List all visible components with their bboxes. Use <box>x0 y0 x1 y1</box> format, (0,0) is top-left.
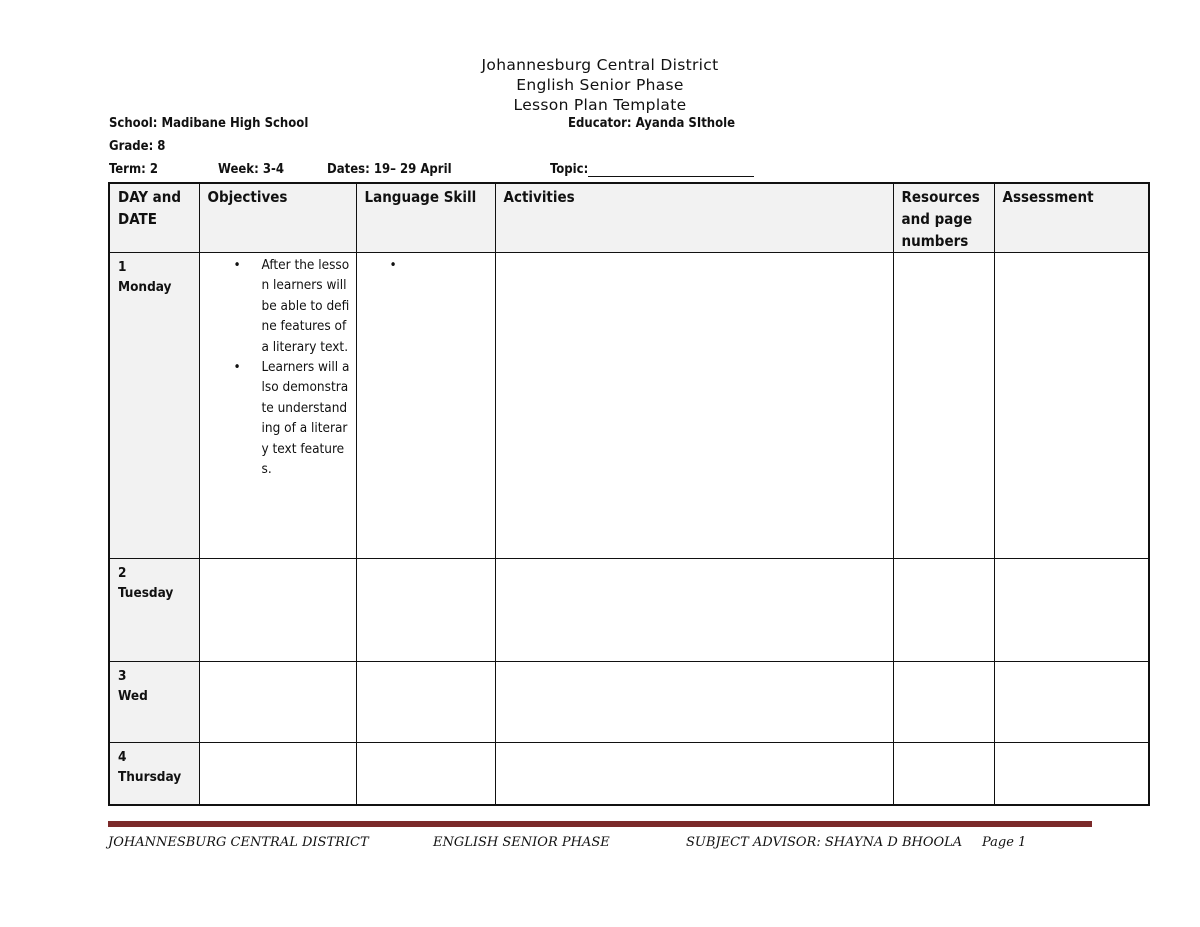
day-number: 3 <box>118 668 127 684</box>
school-field: School: Madibane High School <box>109 116 309 131</box>
language-skill-cell[interactable] <box>356 743 495 805</box>
topic-field <box>550 162 754 177</box>
resources-cell[interactable] <box>893 559 994 662</box>
language-skill-cell[interactable] <box>356 253 495 559</box>
objective-item: • After the lesson learners will be able to define features of a literary text. <box>233 257 350 355</box>
document-title-line-1: Johannesburg Central District <box>481 56 719 74</box>
day-number: 2 <box>118 565 127 581</box>
column-header-resources: Resources and page numbers <box>893 183 994 253</box>
activities-cell[interactable] <box>495 559 893 662</box>
objective-item: • Learners will also demonstrate understanding of a literary text features. <box>233 359 350 478</box>
resources-cell[interactable] <box>893 253 994 559</box>
term-field: Term: 2 <box>109 162 159 177</box>
column-header-objectives: Objectives <box>199 183 356 253</box>
day-cell <box>109 559 199 662</box>
bullet-icon: • <box>233 257 241 273</box>
day-name: Wed <box>118 688 148 704</box>
objectives-cell[interactable] <box>199 662 356 743</box>
document-title-line-3: Lesson Plan Template <box>513 96 687 114</box>
footer-page-number: Page 1 <box>982 835 1027 850</box>
column-header-language-skill: Language Skill <box>356 183 495 253</box>
objectives-cell[interactable] <box>199 559 356 662</box>
objectives-cell[interactable] <box>199 253 356 559</box>
assessment-cell[interactable] <box>994 743 1149 805</box>
day-number: 1 <box>118 259 127 275</box>
footer-district: JOHANNESBURG CENTRAL DISTRICT <box>108 835 369 850</box>
day-name: Thursday <box>118 769 182 785</box>
footer-divider <box>108 821 1092 827</box>
table-row <box>109 253 1149 559</box>
footer-phase: ENGLISH SENIOR PHASE <box>433 835 610 850</box>
bullet-icon: • <box>233 359 241 376</box>
footer-advisor: SUBJECT ADVISOR: SHAYNA D BHOOLA <box>686 835 963 850</box>
topic-blank-line <box>588 163 754 177</box>
lesson-plan-table <box>108 182 1150 806</box>
column-header-assessment: Assessment <box>994 183 1149 253</box>
table-header-row <box>109 183 1149 253</box>
objectives-cell[interactable] <box>199 743 356 805</box>
table-row <box>109 559 1149 662</box>
language-skill-cell[interactable] <box>356 559 495 662</box>
resources-cell[interactable] <box>893 662 994 743</box>
objectives-list <box>206 255 350 479</box>
assessment-cell[interactable] <box>994 662 1149 743</box>
day-cell <box>109 662 199 743</box>
table-row <box>109 743 1149 805</box>
topic-label: Topic: <box>550 162 589 177</box>
activities-cell[interactable] <box>495 253 893 559</box>
day-cell <box>109 253 199 559</box>
language-skill-cell[interactable] <box>356 662 495 743</box>
week-field: Week: 3-4 <box>218 162 284 177</box>
assessment-cell[interactable] <box>994 559 1149 662</box>
activities-cell[interactable] <box>495 743 893 805</box>
activities-cell[interactable] <box>495 662 893 743</box>
grade-field: Grade: 8 <box>109 139 166 154</box>
column-header-activities: Activities <box>495 183 893 253</box>
document-title-line-2: English Senior Phase <box>516 76 684 94</box>
bullet-icon: • <box>389 257 397 273</box>
assessment-cell[interactable] <box>994 253 1149 559</box>
resources-cell[interactable] <box>893 743 994 805</box>
day-number: 4 <box>118 749 127 765</box>
day-name: Monday <box>118 279 172 295</box>
educator-field: Educator: Ayanda SIthole <box>568 116 736 131</box>
day-cell <box>109 743 199 805</box>
table-row <box>109 662 1149 743</box>
column-header-day-date: DAY and DATE <box>109 183 199 253</box>
dates-field: Dates: 19– 29 April <box>327 162 452 177</box>
day-name: Tuesday <box>118 585 174 601</box>
